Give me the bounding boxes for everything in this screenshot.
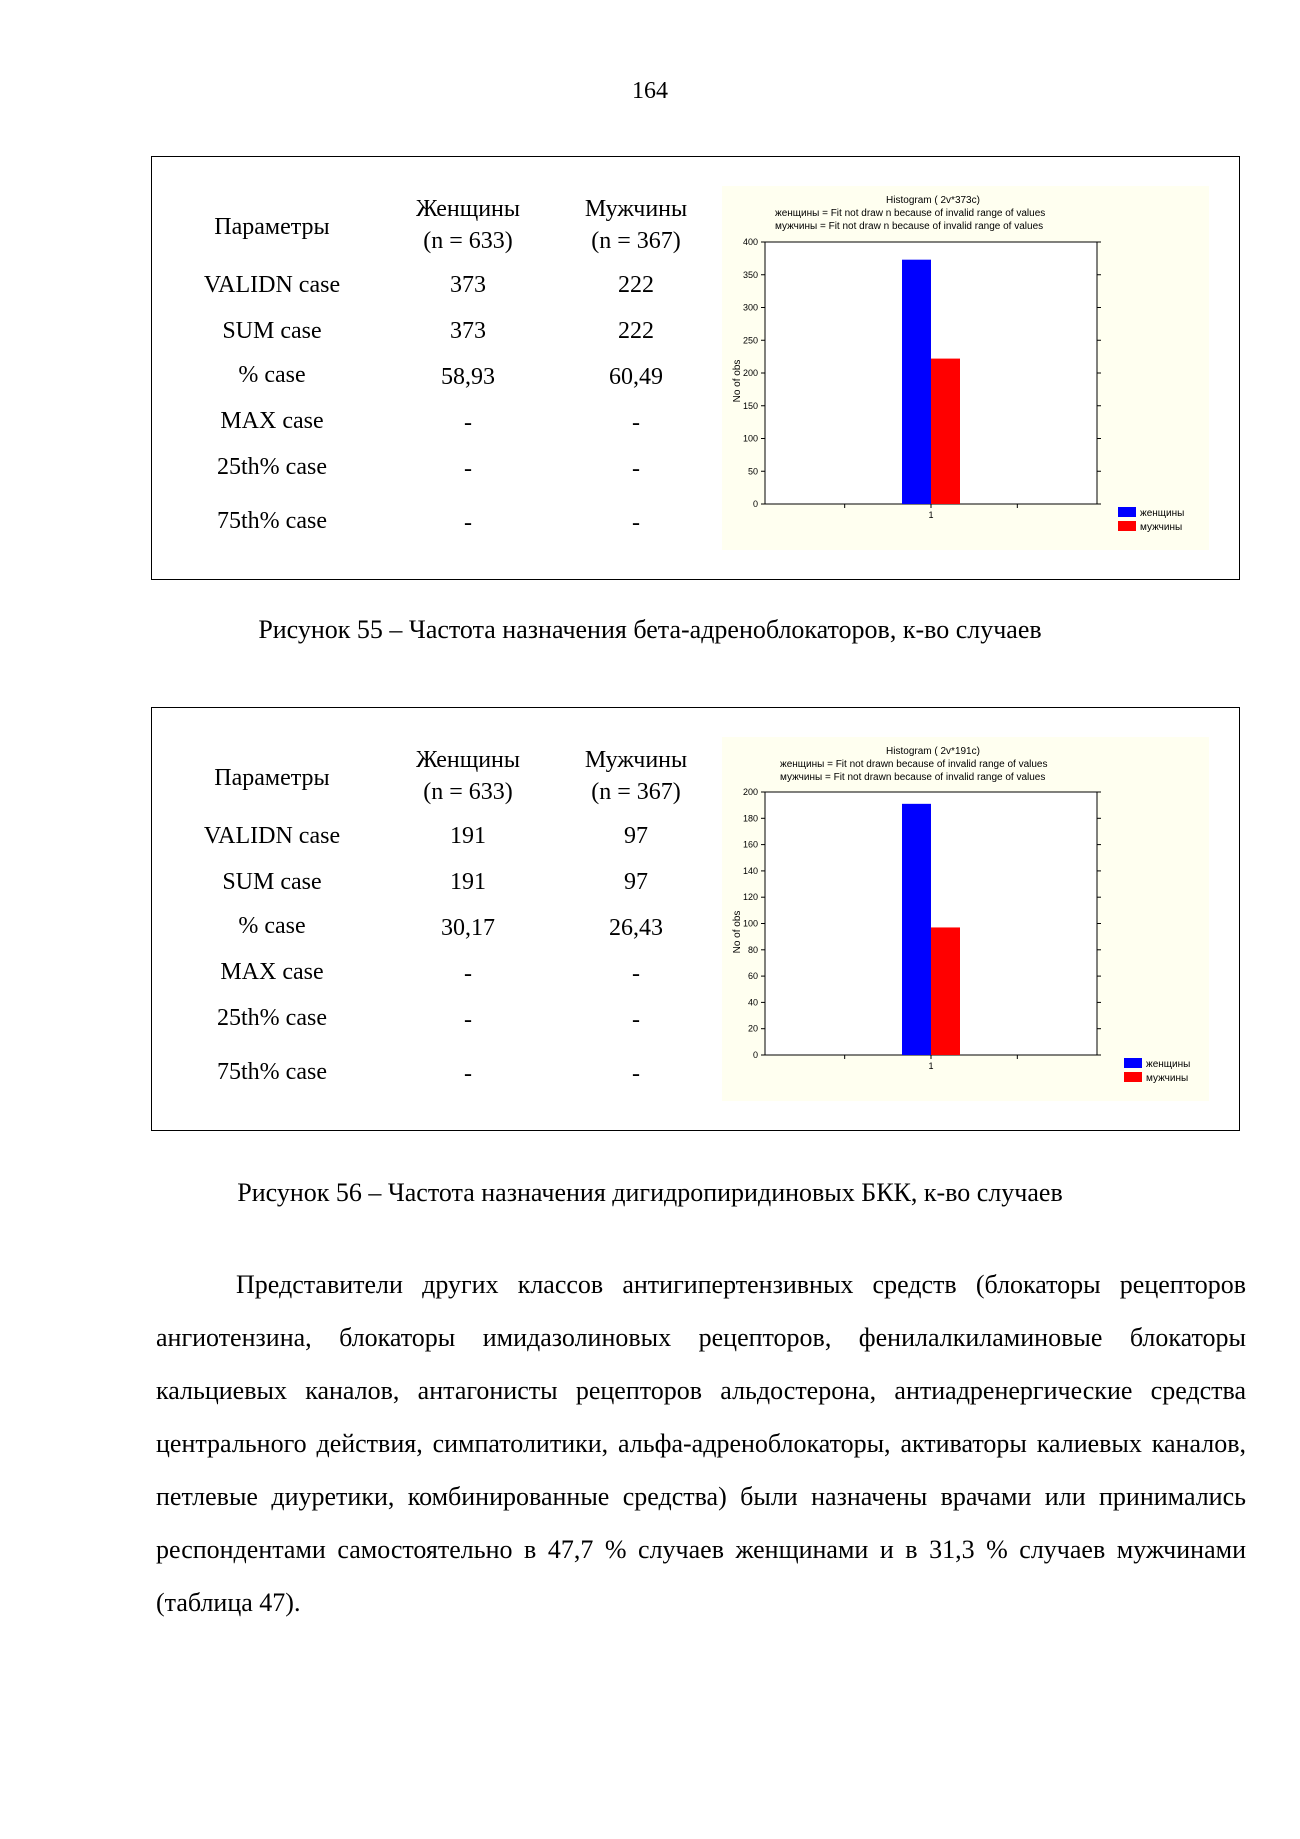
row-men-value: - bbox=[632, 510, 640, 536]
y-tick-label: 150 bbox=[742, 400, 758, 411]
row-label: SUM case bbox=[222, 318, 322, 344]
row-women-value: - bbox=[464, 961, 472, 987]
x-category-label: 1 bbox=[928, 1061, 934, 1071]
row-label: % case bbox=[238, 913, 306, 939]
histogram-chart bbox=[722, 186, 1209, 550]
row-men-value: 60,49 bbox=[609, 364, 663, 390]
page-number: 164 bbox=[632, 78, 668, 104]
legend-label-women: женщины bbox=[1146, 1059, 1191, 1070]
chart-title: Histogram ( 2v*191c) bbox=[886, 746, 980, 757]
chart-title: Histogram ( 2v*373c) bbox=[886, 195, 980, 206]
row-label: SUM case bbox=[222, 869, 322, 895]
y-tick-label: 0 bbox=[752, 499, 758, 509]
y-tick-label: 180 bbox=[742, 813, 758, 824]
bar-women bbox=[902, 260, 931, 504]
row-women-value: 191 bbox=[450, 823, 486, 849]
row-men-value: - bbox=[632, 1007, 640, 1033]
bar-women bbox=[902, 804, 931, 1055]
row-women-value: - bbox=[464, 410, 472, 436]
y-tick-label: 300 bbox=[742, 302, 758, 313]
legend-swatch-women bbox=[1118, 507, 1136, 517]
body-paragraph: Представители других классов антигипертензивных средств (блокаторы рецепторов ангиотензина, блокаторы имидазолиновых рецепторов, фенилалкиламиновые блокаторы кальциевых каналов, антагонисты рецепторов альдостерона, антиадренергические средства центрального действия, симпатолитики, альфа-адреноблокаторы, активаторы калиевых каналов, петлевые диуретики, комбинированные средства) были назначены врачами или принимались респондентами самостоятельно в 47,7 % случаев женщинами и в 31,3 % случаев мужчинами (таблица 47). bbox=[156, 1270, 1246, 1617]
y-axis-label: No of obs bbox=[732, 910, 743, 954]
row-women-value: 373 bbox=[450, 272, 486, 298]
y-tick-label: 20 bbox=[747, 1023, 758, 1034]
y-tick-label: 200 bbox=[742, 787, 758, 797]
y-tick-label: 350 bbox=[742, 269, 758, 280]
row-women-value: - bbox=[464, 510, 472, 536]
row-label: 25th% case bbox=[217, 454, 327, 480]
chart-subtitle-women: женщины = Fit not drawn because of invalid range of values bbox=[780, 759, 1048, 770]
row-women-value: 191 bbox=[450, 869, 486, 895]
row-men-value: - bbox=[632, 1061, 640, 1087]
row-men-value: - bbox=[632, 961, 640, 987]
header-women-n: (n = 633) bbox=[423, 228, 513, 254]
row-label: % case bbox=[238, 362, 306, 388]
histogram-svg bbox=[722, 737, 1209, 1101]
y-tick-label: 50 bbox=[747, 466, 758, 477]
header-parameters: Параметры bbox=[214, 765, 330, 791]
body-text bbox=[156, 1258, 1246, 1629]
row-men-value: - bbox=[632, 410, 640, 436]
histogram-chart bbox=[722, 737, 1209, 1101]
figure-55 bbox=[151, 156, 1240, 580]
row-label: VALIDN case bbox=[203, 823, 341, 849]
row-men-value: 97 bbox=[624, 823, 648, 849]
row-women-value: 30,17 bbox=[441, 915, 495, 941]
row-women-value: - bbox=[464, 1007, 472, 1033]
plot-area bbox=[743, 787, 1101, 1071]
row-women-value: 373 bbox=[450, 318, 486, 344]
legend-label-men: мужчины bbox=[1146, 1073, 1189, 1084]
y-tick-label: 100 bbox=[742, 918, 758, 929]
header-men: Мужчины bbox=[584, 196, 688, 222]
row-men-value: 26,43 bbox=[609, 915, 663, 941]
header-men-n: (n = 367) bbox=[591, 228, 681, 254]
legend-label-women: женщины bbox=[1140, 508, 1185, 519]
row-label: 75th% case bbox=[217, 508, 327, 534]
row-women-value: 58,93 bbox=[441, 364, 495, 390]
figure-56 bbox=[151, 707, 1240, 1131]
header-men-n: (n = 367) bbox=[591, 779, 681, 805]
y-tick-label: 80 bbox=[747, 944, 758, 955]
row-men-value: 222 bbox=[618, 318, 654, 344]
row-label: 75th% case bbox=[217, 1059, 327, 1085]
row-men-value: - bbox=[632, 456, 640, 482]
row-label: 25th% case bbox=[217, 1005, 327, 1031]
y-tick-label: 40 bbox=[747, 997, 758, 1008]
chart-subtitle-women: женщины = Fit not draw n because of invalid range of values bbox=[775, 208, 1046, 219]
row-women-value: - bbox=[464, 456, 472, 482]
legend-swatch-men bbox=[1118, 521, 1136, 531]
y-tick-label: 120 bbox=[742, 892, 758, 903]
bar-men bbox=[931, 927, 960, 1055]
row-label: MAX case bbox=[220, 408, 324, 434]
row-men-value: 222 bbox=[618, 272, 654, 298]
header-women-n: (n = 633) bbox=[423, 779, 513, 805]
bar-men bbox=[931, 359, 960, 504]
y-tick-label: 0 bbox=[752, 1050, 758, 1060]
legend-swatch-men bbox=[1124, 1072, 1142, 1082]
y-tick-label: 100 bbox=[742, 433, 758, 444]
row-women-value: - bbox=[464, 1061, 472, 1087]
histogram-svg bbox=[722, 186, 1209, 550]
header-women: Женщины bbox=[415, 747, 521, 773]
x-category-label: 1 bbox=[928, 510, 934, 520]
header-women: Женщины bbox=[415, 196, 521, 222]
y-tick-label: 140 bbox=[742, 865, 758, 876]
y-axis-label: No of obs bbox=[732, 359, 743, 403]
chart-subtitle-men: мужчины = Fit not draw n because of invalid range of values bbox=[775, 221, 1044, 232]
y-tick-label: 160 bbox=[742, 839, 758, 850]
row-label: MAX case bbox=[220, 959, 324, 985]
row-men-value: 97 bbox=[624, 869, 648, 895]
y-tick-label: 250 bbox=[742, 335, 758, 346]
y-tick-label: 400 bbox=[742, 237, 758, 247]
y-tick-label: 60 bbox=[747, 971, 758, 982]
figure-56-caption: Рисунок 56 – Частота назначения дигидропиридиновых БКК, к-во случаев bbox=[237, 1178, 1063, 1207]
legend-swatch-women bbox=[1124, 1058, 1142, 1068]
row-label: VALIDN case bbox=[203, 272, 341, 298]
chart-subtitle-men: мужчины = Fit not drawn because of invalid range of values bbox=[780, 772, 1046, 783]
header-men: Мужчины bbox=[584, 747, 688, 773]
legend-label-men: мужчины bbox=[1140, 522, 1183, 533]
header-parameters: Параметры bbox=[214, 214, 330, 240]
figure-55-caption: Рисунок 55 – Частота назначения бета-адреноблокаторов, к-во случаев bbox=[258, 615, 1042, 644]
plot-area bbox=[743, 237, 1101, 520]
y-tick-label: 200 bbox=[742, 368, 758, 378]
